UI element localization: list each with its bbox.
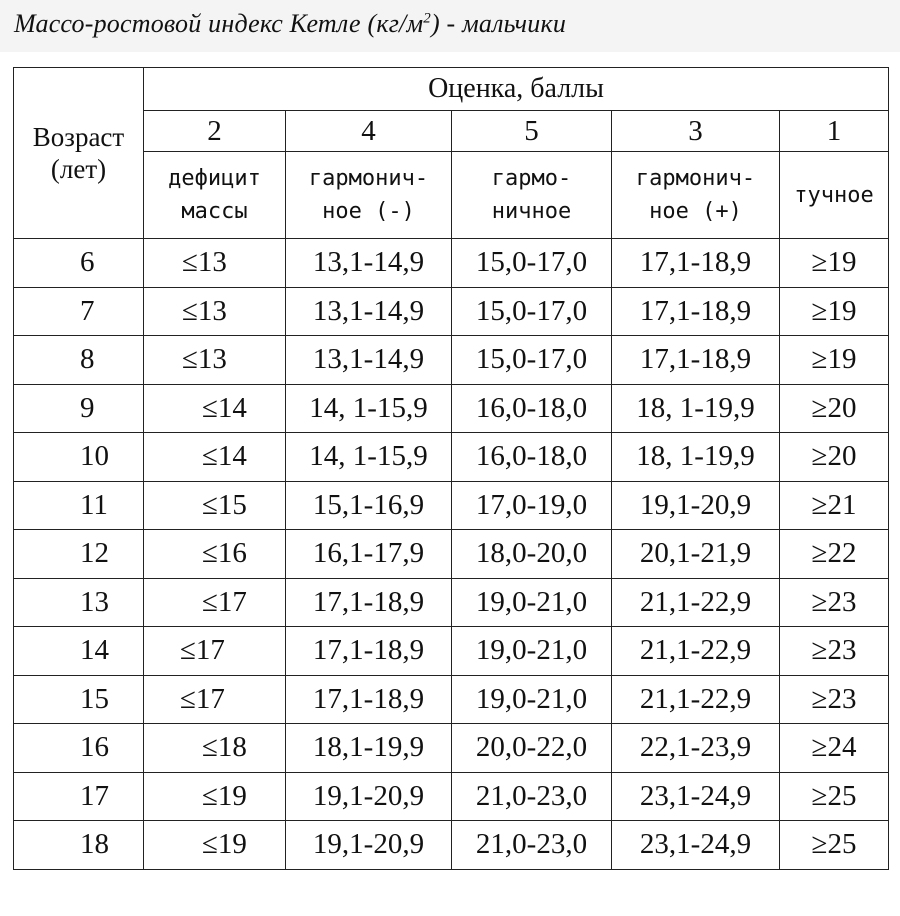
table-row bbox=[14, 578, 889, 627]
harmonious-minus-cell: 14, 1-15,9 bbox=[286, 433, 452, 482]
age-cell: 9 bbox=[14, 384, 144, 433]
harmonious-minus-cell: 17,1-18,9 bbox=[286, 627, 452, 676]
obese-cell: ≥20 bbox=[780, 384, 889, 433]
harmonious-minus-cell: 14, 1-15,9 bbox=[286, 384, 452, 433]
deficit-cell: ≤17 bbox=[144, 578, 286, 627]
score-row bbox=[14, 111, 889, 152]
table-row bbox=[14, 675, 889, 724]
obese-cell: ≥24 bbox=[780, 724, 889, 773]
deficit-cell: ≤13 bbox=[144, 287, 286, 336]
category-cell: дефицит массы bbox=[144, 152, 286, 239]
harmonious-cell: 19,0-21,0 bbox=[452, 627, 612, 676]
age-cell: 6 bbox=[14, 239, 144, 288]
harmonious-cell: 15,0-17,0 bbox=[452, 287, 612, 336]
harmonious-plus-cell: 21,1-22,9 bbox=[612, 627, 780, 676]
age-cell: 7 bbox=[14, 287, 144, 336]
obese-cell: ≥25 bbox=[780, 821, 889, 870]
obese-cell: ≥23 bbox=[780, 578, 889, 627]
harmonious-cell: 19,0-21,0 bbox=[452, 578, 612, 627]
harmonious-plus-cell: 22,1-23,9 bbox=[612, 724, 780, 773]
deficit-cell: ≤19 bbox=[144, 821, 286, 870]
harmonious-plus-cell: 21,1-22,9 bbox=[612, 675, 780, 724]
harmonious-plus-cell: 17,1-18,9 bbox=[612, 336, 780, 385]
category-cell: тучное bbox=[780, 152, 889, 239]
harmonious-cell: 21,0-23,0 bbox=[452, 772, 612, 821]
obese-cell: ≥23 bbox=[780, 675, 889, 724]
category-cell: гармонич-ное (+) bbox=[612, 152, 780, 239]
score-cell: 1 bbox=[780, 111, 889, 152]
obese-cell: ≥19 bbox=[780, 239, 889, 288]
age-cell: 16 bbox=[14, 724, 144, 773]
table-row bbox=[14, 239, 889, 288]
table-row bbox=[14, 627, 889, 676]
harmonious-minus-cell: 16,1-17,9 bbox=[286, 530, 452, 579]
deficit-cell: ≤13 bbox=[144, 336, 286, 385]
score-cell: 3 bbox=[612, 111, 780, 152]
obese-cell: ≥21 bbox=[780, 481, 889, 530]
age-cell: 13 bbox=[14, 578, 144, 627]
title-bar bbox=[0, 0, 900, 52]
table-row bbox=[14, 336, 889, 385]
harmonious-plus-cell: 19,1-20,9 bbox=[612, 481, 780, 530]
harmonious-plus-cell: 23,1-24,9 bbox=[612, 821, 780, 870]
obese-cell: ≥23 bbox=[780, 627, 889, 676]
deficit-cell: ≤14 bbox=[144, 433, 286, 482]
age-cell: 18 bbox=[14, 821, 144, 870]
deficit-cell: ≤14 bbox=[144, 384, 286, 433]
obese-cell: ≥20 bbox=[780, 433, 889, 482]
category-cell: гармонич-ное (-) bbox=[286, 152, 452, 239]
table-row bbox=[14, 530, 889, 579]
deficit-cell: ≤17 bbox=[144, 627, 286, 676]
obese-cell: ≥19 bbox=[780, 336, 889, 385]
page-title: Массо-ростовой индекс Кетле $(кг/м^2)$ - мальчики bbox=[14, 9, 567, 38]
deficit-cell: ≤16 bbox=[144, 530, 286, 579]
age-cell: 10 bbox=[14, 433, 144, 482]
score-cell: 5 bbox=[452, 111, 612, 152]
harmonious-minus-cell: 13,1-14,9 bbox=[286, 336, 452, 385]
harmonious-minus-cell: 17,1-18,9 bbox=[286, 578, 452, 627]
harmonious-minus-cell: 18,1-19,9 bbox=[286, 724, 452, 773]
deficit-cell: ≤15 bbox=[144, 481, 286, 530]
score-header: Оценка, баллы bbox=[144, 68, 889, 111]
deficit-cell: ≤18 bbox=[144, 724, 286, 773]
harmonious-cell: 15,0-17,0 bbox=[452, 239, 612, 288]
harmonious-cell: 16,0-18,0 bbox=[452, 433, 612, 482]
harmonious-minus-cell: 15,1-16,9 bbox=[286, 481, 452, 530]
harmonious-minus-cell: 13,1-14,9 bbox=[286, 287, 452, 336]
harmonious-cell: 20,0-22,0 bbox=[452, 724, 612, 773]
table-row bbox=[14, 384, 889, 433]
age-cell: 14 bbox=[14, 627, 144, 676]
age-cell: 12 bbox=[14, 530, 144, 579]
harmonious-plus-cell: 20,1-21,9 bbox=[612, 530, 780, 579]
harmonious-plus-cell: 17,1-18,9 bbox=[612, 287, 780, 336]
obese-cell: ≥19 bbox=[780, 287, 889, 336]
harmonious-minus-cell: 19,1-20,9 bbox=[286, 821, 452, 870]
table-row bbox=[14, 287, 889, 336]
score-cell: 2 bbox=[144, 111, 286, 152]
harmonious-plus-cell: 23,1-24,9 bbox=[612, 772, 780, 821]
harmonious-plus-cell: 18, 1-19,9 bbox=[612, 433, 780, 482]
harmonious-minus-cell: 17,1-18,9 bbox=[286, 675, 452, 724]
deficit-cell: ≤19 bbox=[144, 772, 286, 821]
obese-cell: ≥25 bbox=[780, 772, 889, 821]
harmonious-minus-cell: 13,1-14,9 bbox=[286, 239, 452, 288]
harmonious-minus-cell: 19,1-20,9 bbox=[286, 772, 452, 821]
age-cell: 17 bbox=[14, 772, 144, 821]
quetelet-index-table bbox=[13, 67, 889, 870]
harmonious-cell: 16,0-18,0 bbox=[452, 384, 612, 433]
table-row bbox=[14, 481, 889, 530]
table-row bbox=[14, 821, 889, 870]
harmonious-cell: 18,0-20,0 bbox=[452, 530, 612, 579]
harmonious-plus-cell: 21,1-22,9 bbox=[612, 578, 780, 627]
deficit-cell: ≤13 bbox=[144, 239, 286, 288]
age-cell: 15 bbox=[14, 675, 144, 724]
category-cell: гармо-ничное bbox=[452, 152, 612, 239]
harmonious-cell: 15,0-17,0 bbox=[452, 336, 612, 385]
category-row bbox=[14, 152, 889, 239]
harmonious-plus-cell: 18, 1-19,9 bbox=[612, 384, 780, 433]
table-row bbox=[14, 772, 889, 821]
table-row bbox=[14, 433, 889, 482]
table-row bbox=[14, 724, 889, 773]
harmonious-cell: 21,0-23,0 bbox=[452, 821, 612, 870]
age-cell: 8 bbox=[14, 336, 144, 385]
harmonious-cell: 19,0-21,0 bbox=[452, 675, 612, 724]
obese-cell: ≥22 bbox=[780, 530, 889, 579]
age-header: Возраст (лет) bbox=[14, 68, 144, 239]
score-cell: 4 bbox=[286, 111, 452, 152]
age-cell: 11 bbox=[14, 481, 144, 530]
deficit-cell: ≤17 bbox=[144, 675, 286, 724]
harmonious-cell: 17,0-19,0 bbox=[452, 481, 612, 530]
harmonious-plus-cell: 17,1-18,9 bbox=[612, 239, 780, 288]
